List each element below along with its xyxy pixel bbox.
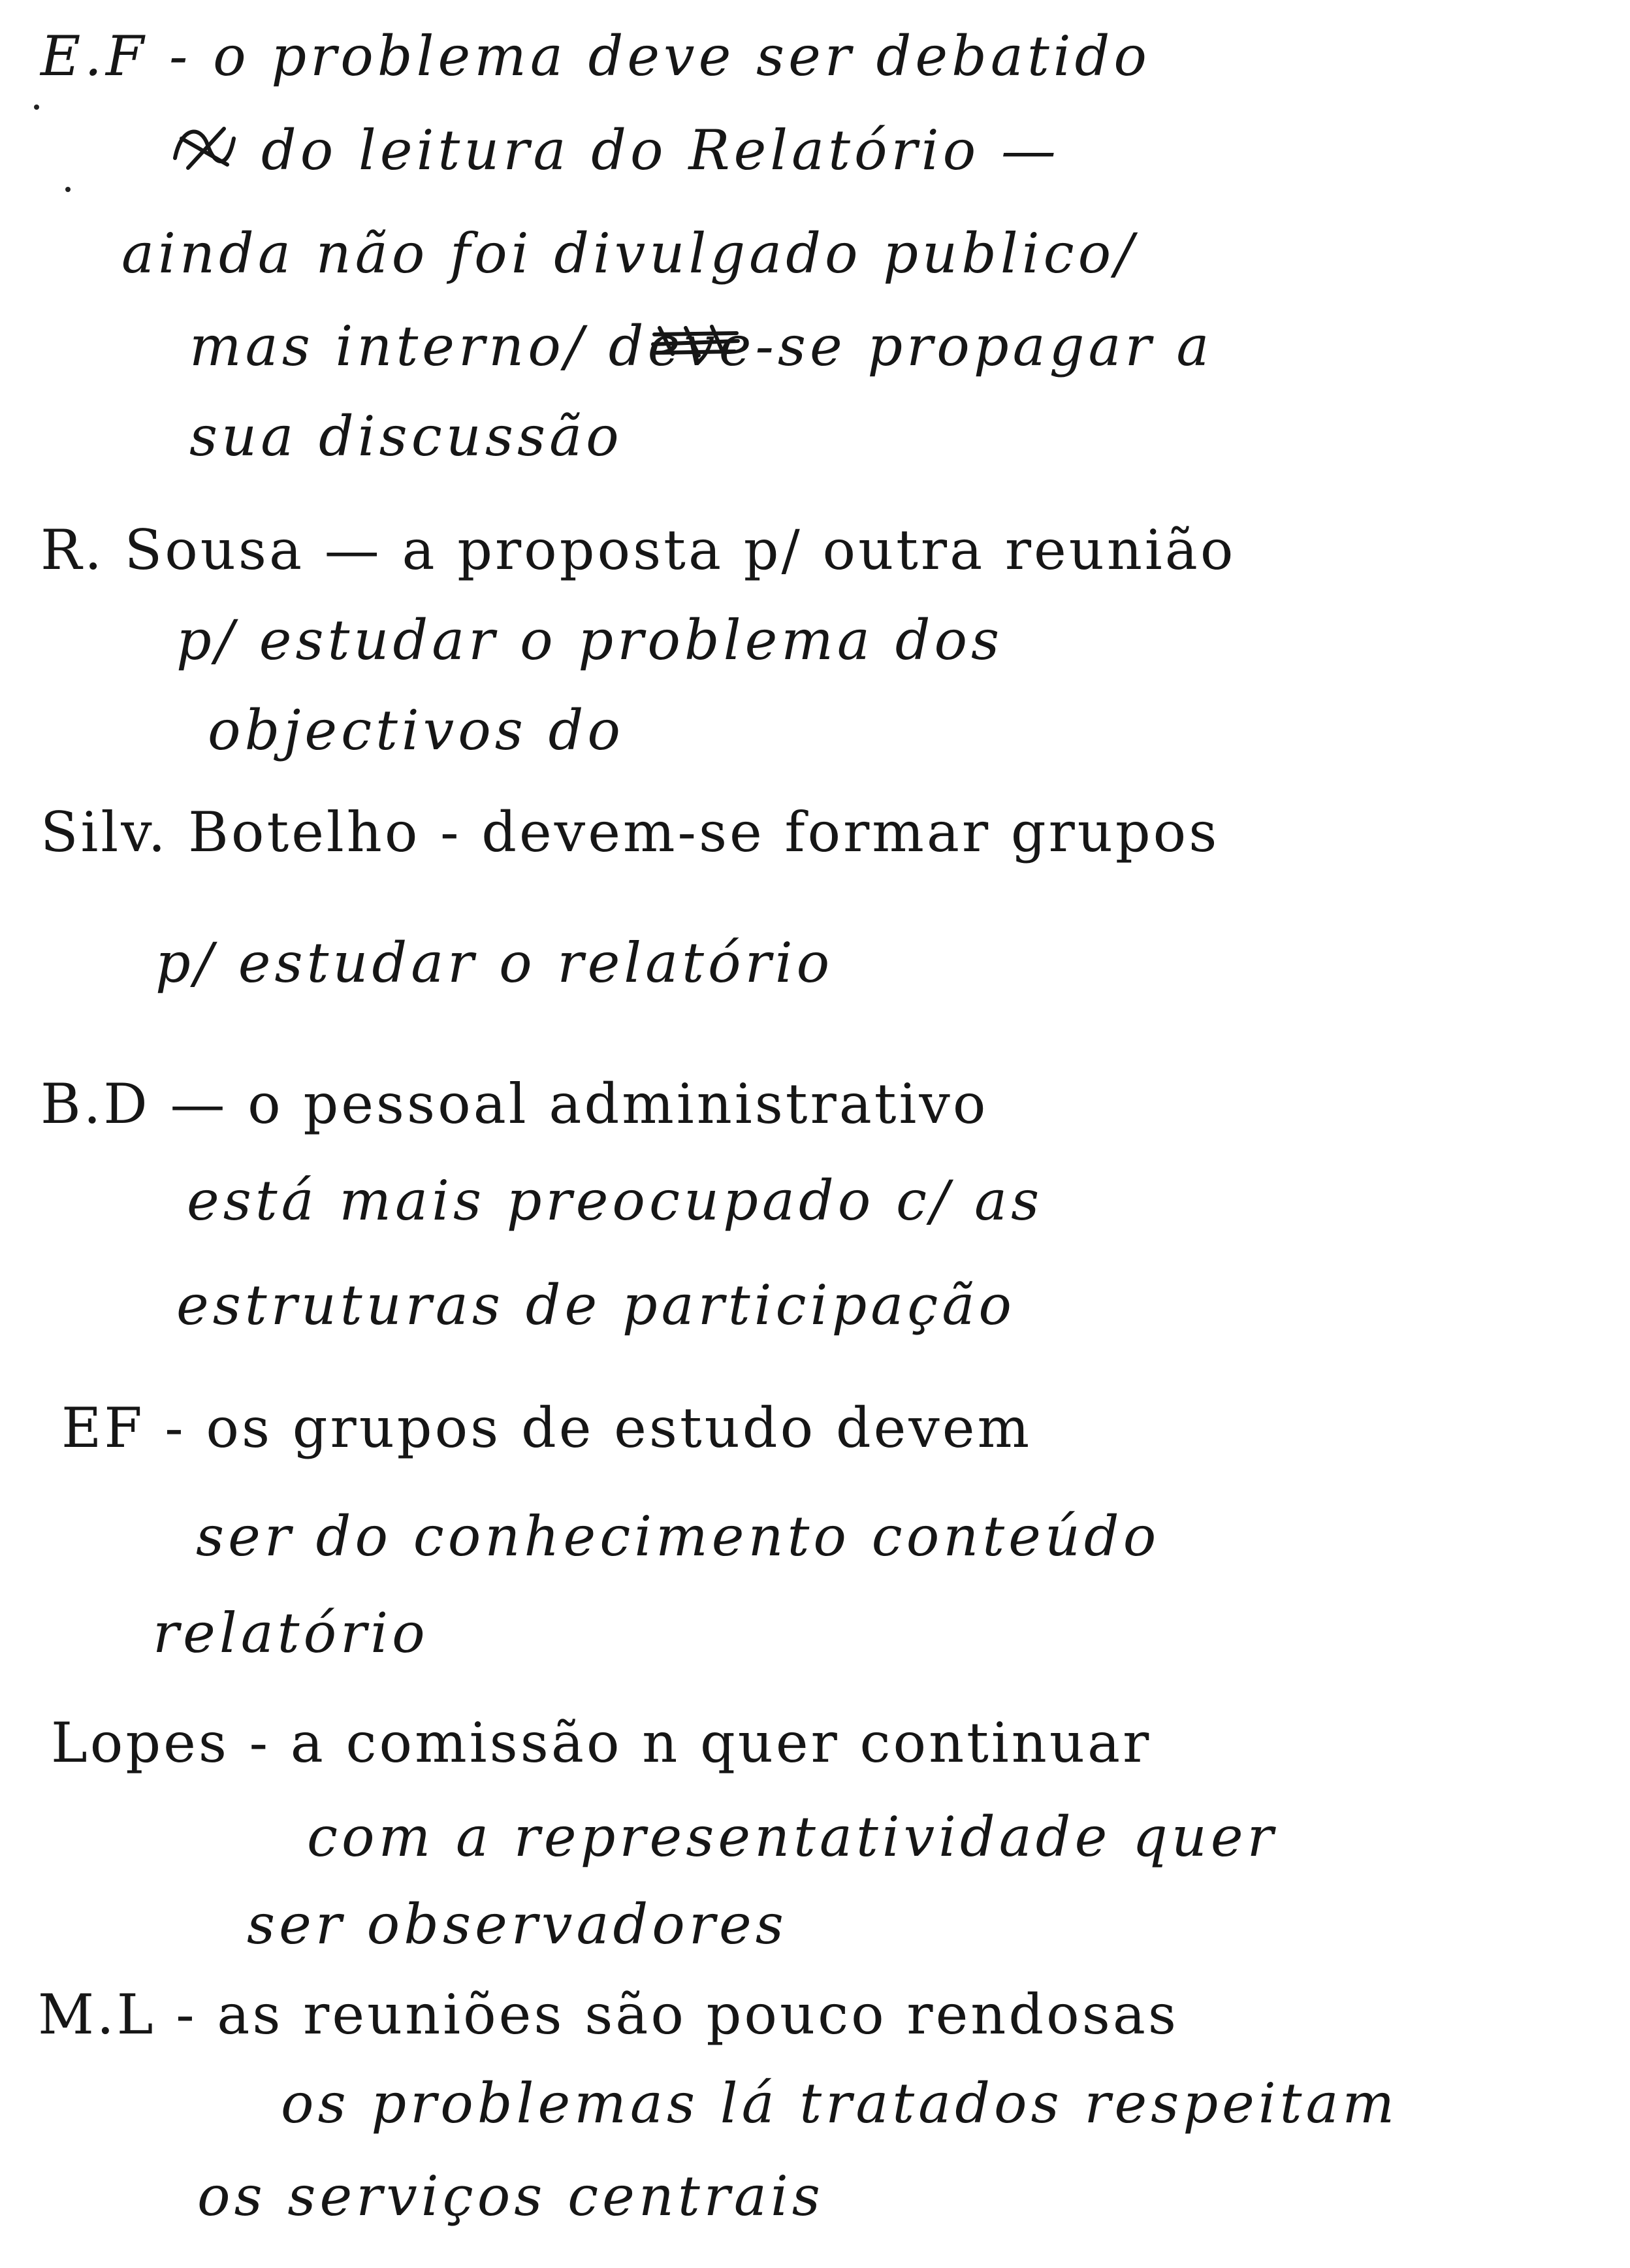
note-line-7: p/ estudar o problema dos <box>176 608 1004 672</box>
crossed-out-word-mark <box>647 321 744 361</box>
note-line-4: mas interno/ deve-se propagar a <box>189 314 1213 378</box>
note-line-21: os problemas lá tratados respeitam <box>281 2071 1399 2135</box>
note-line-17: Lopes - a comissão n quer continuar <box>51 1711 1152 1775</box>
note-line-10: p/ estudar o relatório <box>155 931 834 995</box>
note-line-12: está mais preocupado c/ as <box>187 1169 1044 1233</box>
note-line-18: com a representatividade quer <box>307 1805 1277 1869</box>
note-line-2: do leitura do Relatório — <box>261 118 1060 182</box>
note-line-1: E.F - o problema deve ser debatido <box>40 24 1151 88</box>
note-line-22: os serviços centrais <box>197 2164 824 2228</box>
note-line-5: sua discussão <box>189 404 623 468</box>
note-line-16: relatório <box>153 1601 429 1665</box>
note-line-9: Silv. Botelho - devem-se formar grupos <box>40 800 1220 864</box>
crossed-out-word-mark <box>162 112 240 178</box>
margin-dot <box>34 105 39 110</box>
note-line-13: estruturas de participação <box>176 1273 1015 1337</box>
note-line-3: ainda não foi divulgado publico/ <box>121 221 1138 285</box>
note-line-14: EF - os grupos de estudo devem <box>61 1396 1032 1460</box>
margin-dot <box>65 187 71 192</box>
note-line-8: objectivos do <box>208 698 624 762</box>
note-line-11: B.D — o pessoal administrativo <box>40 1072 989 1136</box>
note-line-15: ser do conhecimento conteúdo <box>196 1504 1160 1568</box>
note-line-19: ser observadores <box>247 1892 788 1956</box>
note-line-20: M.L - as reuniões são pouco rendosas <box>38 1983 1179 2047</box>
note-line-6: R. Sousa — a proposta p/ outra reunião <box>40 518 1236 582</box>
